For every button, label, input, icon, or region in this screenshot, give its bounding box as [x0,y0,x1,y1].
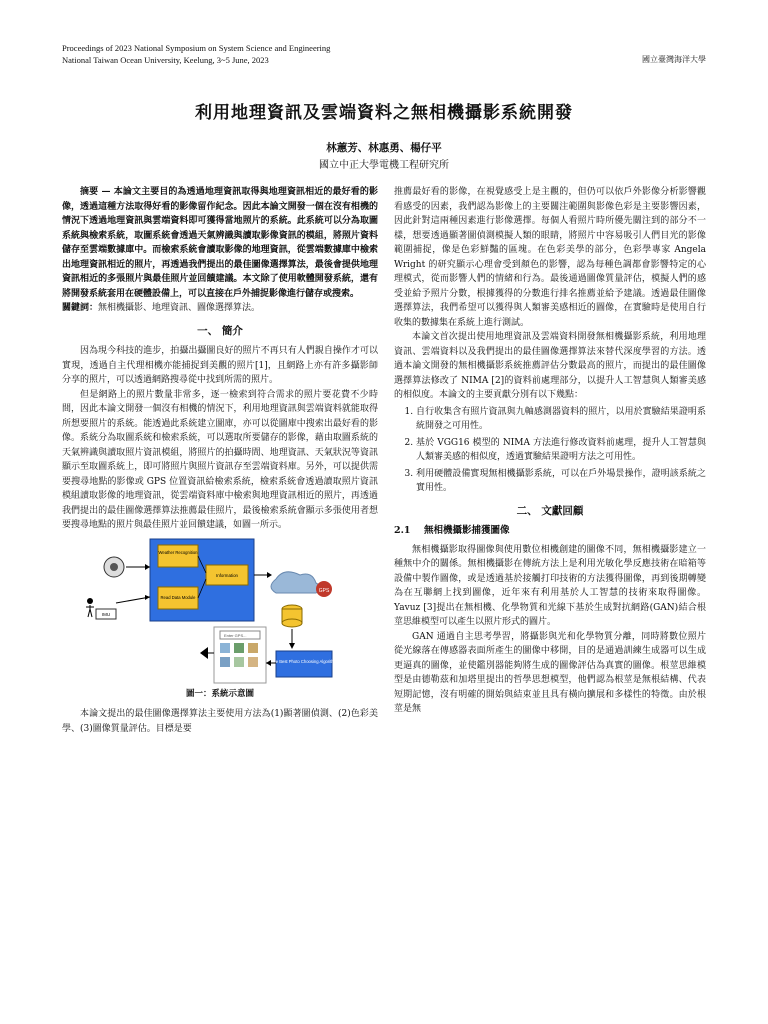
subsection-heading: 無相機攝影捕獲圖像 [424,525,510,536]
thumbnail-1 [220,643,230,653]
gps-label: GPS [318,587,330,594]
proceedings-header [62,42,330,66]
contributions-list [394,405,706,496]
proceedings-name: Proceedings of 2023 National Symposium on System Science and Engineering [62,43,331,53]
keywords-text: 無相機攝影、地理資訊、圖像選擇算法。 [98,303,261,313]
imu-label: IMU [101,611,111,617]
contribution-item: 2. 基於 VGG16 模型的 NIMA 方法進行修改資料前處理，提升人工智慧與人類審美感的相似度，透過實驗結果證明方法之可用性。 [416,436,706,465]
paper-title: 利用地理資訊及雲端資料之無相機攝影系統開發 [195,103,573,123]
section-1-title: 一、 簡介 [197,324,243,337]
venue: National Taiwan Ocean University, Keelung, 3~5 June, 2023 [62,55,269,65]
keywords [62,301,378,316]
subsection-number: 2.1 [394,525,411,536]
best-photo-label: The Best Photo Choosing Algorithm [270,658,338,664]
authors: 林蕙芳、林惠勇、楊仔平 [326,142,442,154]
literature-paragraph-2: GAN 通過自主思考學習，將攝影與光和化學物質分離，同時將數位照片從光線落在傳感器表面所產生的圖像中移開，目的是通過訓練生成器可以生成更逼真的圖像，並使鑑別器能夠將生成的圖像評估為真實的圖像。根莖思維模型是由德勒茲和加塔里提出的哲學思想模型，他們認為根莖是無根結構、代表短期記憶，沒有明確的開始與結束並且具有橫向擴展和多樣性的特徵。由於根莖是無 [394,631,706,714]
information-label: Information [216,572,238,578]
system-diagram [62,537,378,685]
left-end-paragraph: 本論文提出的最佳圖像選擇算法主要使用方法為(1)顯著圖偵測、(2)色彩美學、(3)圖像質量評估。目標是要 [62,709,378,734]
system-figure [62,537,378,685]
university-header: 國立臺灣海洋大學 [642,55,706,64]
thumbnail-3 [248,643,258,653]
weather-module-label: Weather Recognition [158,549,198,555]
intro-paragraph-1: 因為現今科技的進步，拍攝出攝圖良好的照片不再只有人們親自操作才可以實現，透過自主代理相機亦能捕捉到美觀的照片[1]，且網路上亦有許多攝影師分享的照片，可以透過網路搜尋從中找到所需的照片。 [62,346,378,385]
thumbnail-4 [220,657,230,667]
best-photo-box [276,651,332,677]
affiliation: 國立中正大學電機工程研究所 [319,160,449,171]
intro-paragraph-2: 但是網路上的照片數量非常多，逐一檢索到符合需求的照片要花費不少時間，因此本論文開發一個沒有相機的情況下，利用地理資訊與雲端資料就能取得所想要照片的系統。能透過此系統建立圖庫，亦可以從圖庫中搜索出最好看的影像。系統分為取圖系統和檢索系統，可以選取所要儲存的影像，藉由取圖系統的天氣辨識與讀取照片資訊模組，將照片的拍攝時間、地理資訊、天氣狀況等資訊顯示至取圖系統上，即可將照片與照片資訊存至雲端資料庫。另外，可以提供需要搜尋地點的影像或 GPS 位置資訊給檢索系統，檢索系統會透過讀取照片資訊模組讀取影像的地理資訊，從雲端資料庫中檢索與地理資訊相近的照片，再透過我們提出的最佳圖像選擇算法推薦最佳照片，最後檢索系統會顯示多張使用者想要搜尋地點的照片與最佳照片並回饋建議，如圖一所示。 [62,389,378,530]
thumbnail-2 [234,643,244,653]
thumbnail-6 [248,657,258,667]
section-2-title: 二、 文獻回顧 [516,504,584,517]
svg-text:Weather Recognition [158,550,198,555]
left-column [62,185,378,736]
figure-caption: 圖一：系統示意圖 [185,688,254,699]
abstract: 摘要 — 本論文主要目的為透過地理資訊取得與地理資訊相近的最好看的影像，透過這種方法取得好看的影像留作紀念。因此本論文開發一個在沒有相機的情況下透過地理資訊與雲端資料即可獲得當地照片的系統。此系統可以分為取圖系統與檢索系統，取圖系統會透過天氣辨識與讀取影像資訊的模組，將照片資料儲存至雲端數據庫中。而檢索系統會讀取影像的地理資訊，從雲端數據庫中檢索出地理資訊相近的照片，再透過我們提出的最佳圖像選擇算法，最後會提供地理資訊相近的多張照片與最佳照片並回饋建議。本文除了使用軟體開發系統，還有將開發系統套用在硬體設備上，可以直接在戶外捕捉影像進行儲存或搜索。 [62,187,378,299]
subsection-2-1-title [394,524,706,539]
cloud-icon [271,571,320,592]
right-column [394,185,706,717]
read-data-label: Read Data Module [160,594,196,600]
person-icon [86,605,94,617]
contribution-item: 3. 利用硬體設備實現無相機攝影系統，可以在戶外場景操作，證明該系統之實用性。 [416,467,706,496]
contribution-intro: 本論文首次提出使用地理資訊及雲端資料開發無相機攝影系統，利用地理資訊、雲端資料以及我們提出的最佳圖像選擇算法來替代深度學習的方法。透過本論文開發的無相機攝影系統推薦評估分數最高的照片，而提出的最佳圖像選擇算法修改了 NIMA [2]的資料前處理部分，以提升人工智慧與人類審美感的相似度。本論文的主要貢獻分別有以下幾點： [394,332,706,400]
literature-paragraph-1: 無相機攝影取得圖像與使用數位相機創建的圖像不同，無相機攝影建立一種無中介的關係。無相機攝影在傳統方法上是利用光敏化學反應技術在暗箱等設備中製作圖像，或是透過基於接觸打印技術的方法獲得圖像，再到後期轉變為在互聯網上找到圖像，近年來有利用基於人工智慧的技術來取得圖像。Yavuz [3]提出在無相機、化學物質和光線下基於生成對抗網路(GAN)結合根莖思維模型可以產生以照片形式的圖片。 [394,544,706,627]
contribution-item: 1. 自行收集含有照片資訊與九軸感測器資料的照片，以用於實驗結果證明系統開發之可用性。 [416,405,706,434]
method-paragraph: 推薦最好看的影像，在視覺感受上是主觀的，但仍可以依戶外影像分析影響觀看感受的因素，我們認為影像上的主要關注範圍與影像色彩是主要影響因素，因此針對這兩種因素進行影像選擇。每個人看照片時所優先關注到的部分不一樣，想要透過顯著圖偵測模擬人類的眼睛，將照片中容易吸引人們目光的影像範圍捕捉，像是色彩鮮豔的區塊。在色彩美學的部分，色彩學專家 Angela Wright 的研究顯示心理會受到顏色的影響，認為每種色調都會影響特定的心理模式，從而影響人們的情緒和行為。最後通過圖像質量評估，模擬人們的感受並給予照片分數，根據獲得的分數進行排名推薦並給予建議。透過最佳圖像選擇算法，我們希望可以獲得與人類審美感相近的圖像，在實驗時是使用自行收集的數據集在系統上進行測試。 [394,187,706,328]
weather-module-box [158,545,198,567]
keywords-label: 關鍵詞： [62,303,99,313]
thumbnail-5 [234,657,244,667]
gps-search-placeholder: Enter GPS... [224,632,247,638]
